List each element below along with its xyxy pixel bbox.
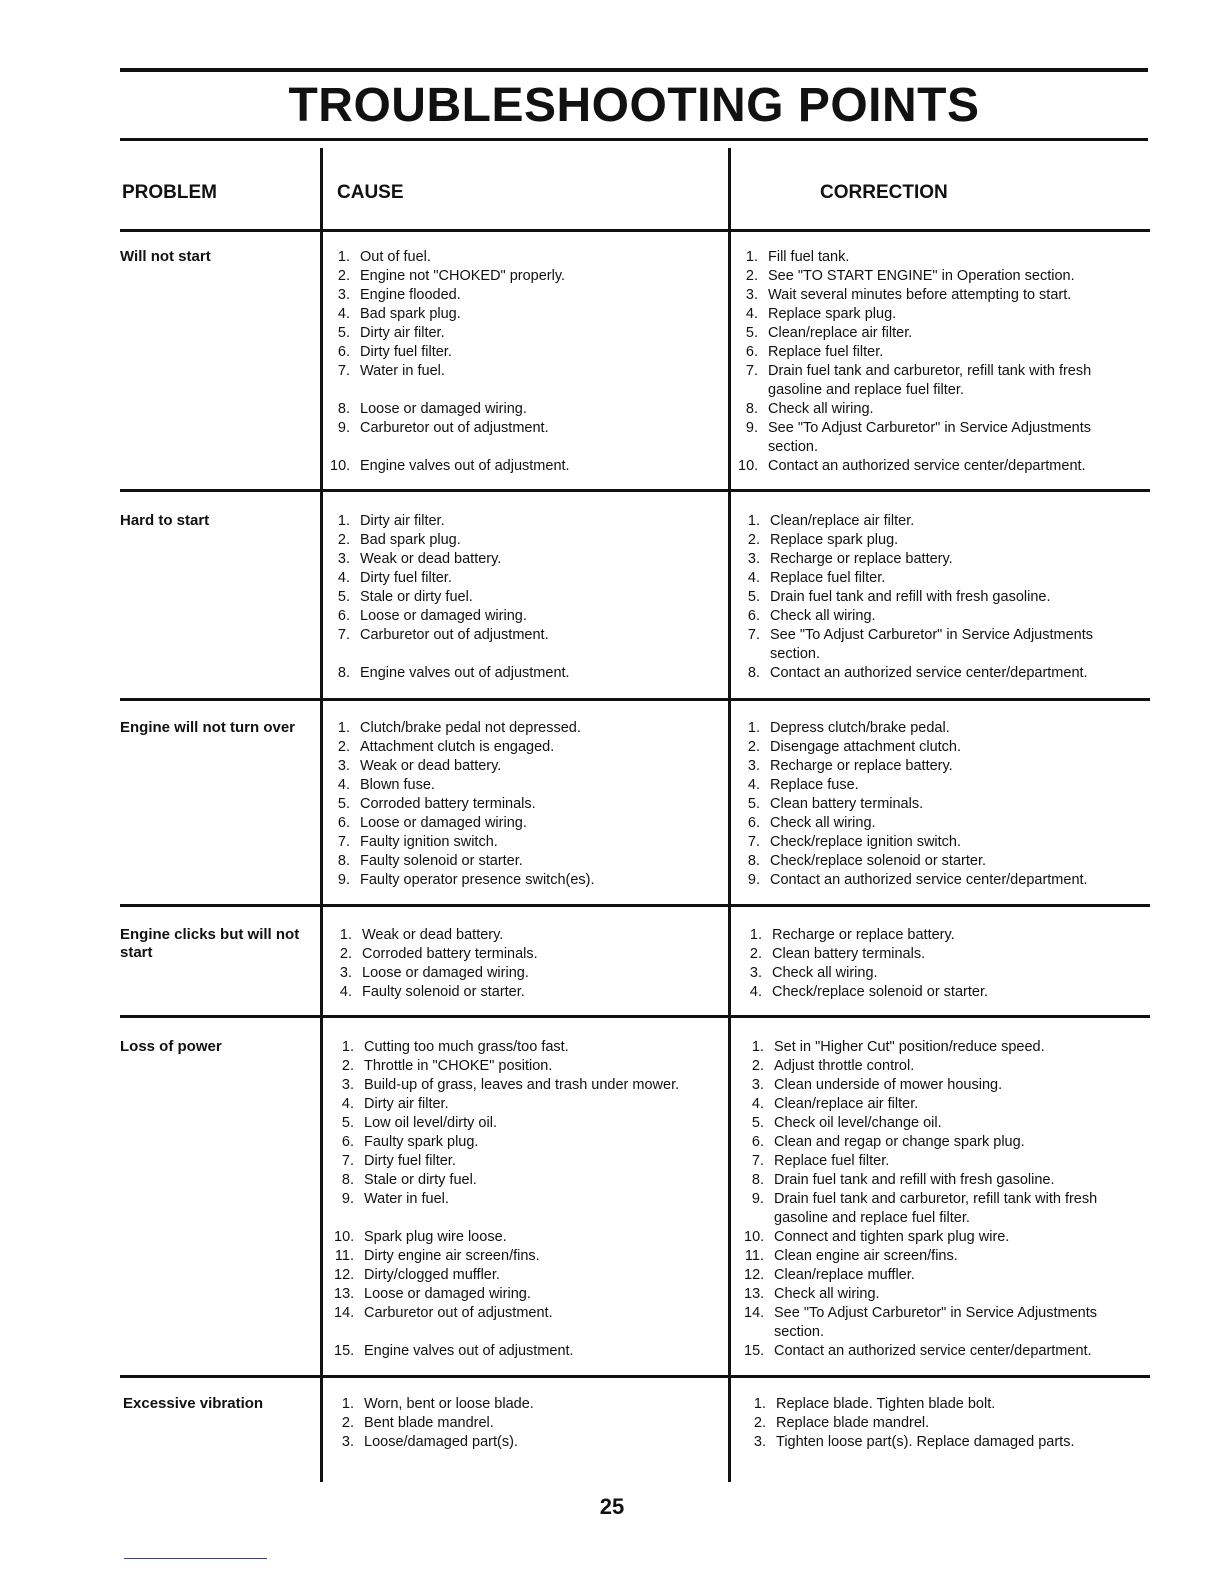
problem-label: Will not start — [120, 248, 211, 265]
column-header-problem: PROBLEM — [122, 182, 217, 203]
list-item: 7. Water in fuel. — [337, 363, 445, 379]
list-item: 7. Replace fuel filter. — [751, 1153, 890, 1169]
list-item: 4. Check/replace solenoid or starter. — [749, 984, 988, 1000]
list-item: 3. Check all wiring. — [749, 965, 878, 981]
problem-label: Hard to start — [120, 512, 210, 529]
list-item: 4. Clean/replace air filter. — [751, 1096, 919, 1112]
list-item: 6. Clean and regap or change spark plug. — [751, 1134, 1025, 1150]
list-item: 4. Blown fuse. — [337, 777, 435, 793]
list-item: 5. Dirty air filter. — [337, 325, 445, 341]
correction-list — [740, 719, 1088, 890]
list-item: 3. Loose or damaged wiring. — [339, 965, 529, 981]
list-item: 8. Loose or damaged wiring. — [337, 401, 527, 417]
column-divider-correction — [728, 148, 731, 1482]
list-item: 7. Carburetor out of adjustment. — [337, 627, 549, 643]
list-item: 3. Tighten loose part(s). Replace damaged parts. — [753, 1434, 1075, 1450]
list-item: 7. Faulty ignition switch. — [337, 834, 498, 850]
list-item: 6. Dirty fuel filter. — [337, 344, 452, 360]
list-item: 5. Stale or dirty fuel. — [337, 589, 473, 605]
section-separator — [120, 1375, 1150, 1378]
list-item: 8. Contact an authorized service center/department. — [747, 665, 1088, 681]
list-item: 2. See "TO START ENGINE" in Operation section. — [745, 268, 1075, 284]
list-item: 5. Drain fuel tank and refill with fresh gasoline. — [747, 589, 1051, 605]
list-item: 8. Engine valves out of adjustment. — [337, 665, 570, 681]
list-item: 2. Adjust throttle control. — [751, 1058, 915, 1074]
cause-list — [334, 1038, 679, 1361]
cause-list — [330, 512, 570, 683]
title-rule — [120, 138, 1148, 141]
list-item: 8. Stale or dirty fuel. — [341, 1172, 477, 1188]
list-item: 8. Check all wiring. — [745, 401, 874, 417]
list-item: 9. Contact an authorized service center/department. — [747, 872, 1088, 888]
list-item: 8. Check/replace solenoid or starter. — [747, 853, 986, 869]
list-item: 2. Replace blade mandrel. — [753, 1415, 930, 1431]
list-item: 2. Engine not "CHOKED" properly. — [337, 268, 566, 284]
list-item: 1. Fill fuel tank. — [745, 249, 850, 265]
section-separator — [120, 698, 1150, 701]
list-item: 5. Clean battery terminals. — [747, 796, 924, 812]
column-header-cause: CAUSE — [337, 182, 404, 203]
problem-label: Engine will not turn over — [120, 719, 296, 736]
problem-label: Loss of power — [120, 1038, 222, 1055]
list-item: 1. Clean/replace air filter. — [747, 513, 915, 529]
list-item: 12. Clean/replace muffler. — [744, 1267, 915, 1283]
list-item: 10. Engine valves out of adjustment. — [330, 458, 570, 474]
list-item: 10. Spark plug wire loose. — [334, 1229, 507, 1245]
list-item: 6. Loose or damaged wiring. — [337, 815, 527, 831]
list-item: 1. Depress clutch/brake pedal. — [747, 720, 950, 736]
page-number: 25 — [599, 1494, 625, 1519]
list-item: 1. Clutch/brake pedal not depressed. — [337, 720, 581, 736]
list-item: 4. Replace fuel filter. — [747, 570, 886, 586]
column-header-correction: CORRECTION — [820, 182, 948, 203]
list-item: 3. Recharge or replace battery. — [747, 758, 953, 774]
list-item: 2. Bad spark plug. — [337, 532, 461, 548]
list-item: 1. Out of fuel. — [337, 249, 431, 265]
list-item: 4. Bad spark plug. — [337, 306, 461, 322]
list-item: 2. Corroded battery terminals. — [339, 946, 538, 962]
list-item: 2. Bent blade mandrel. — [341, 1415, 494, 1431]
list-item: 2. Clean battery terminals. — [749, 946, 926, 962]
list-item: 9. Faulty operator presence switch(es). — [337, 872, 595, 888]
cause-list — [330, 248, 570, 476]
list-item: 9. See "To Adjust Carburetor" in Service Adjustments section. — [745, 420, 1092, 455]
list-item: 5. Low oil level/dirty oil. — [341, 1115, 497, 1131]
list-item: 7. Drain fuel tank and carburetor, refill tank with fresh gasoline and replace fuel filter. — [745, 363, 1092, 398]
correction-list — [742, 926, 988, 1002]
list-item: 6. Faulty spark plug. — [341, 1134, 479, 1150]
list-item: 3. Weak or dead battery. — [337, 551, 502, 567]
list-item: 11. Clean engine air screen/fins. — [744, 1248, 958, 1264]
list-item: 5. Check oil level/change oil. — [751, 1115, 942, 1131]
footer-line — [124, 1558, 267, 1559]
list-item: 3. Loose/damaged part(s). — [341, 1434, 518, 1450]
list-item: 5. Clean/replace air filter. — [745, 325, 913, 341]
top-rule — [120, 68, 1148, 72]
list-item: 4. Dirty fuel filter. — [337, 570, 452, 586]
list-item: 2. Disengage attachment clutch. — [747, 739, 962, 755]
problem-label: Excessive vibration — [123, 1395, 264, 1412]
list-item: 2. Replace spark plug. — [747, 532, 899, 548]
list-item: 3. Wait several minutes before attempting to start. — [745, 287, 1072, 303]
list-item: 2. Throttle in "CHOKE" position. — [341, 1058, 553, 1074]
list-item: 8. Faulty solenoid or starter. — [337, 853, 523, 869]
list-item: 5. Corroded battery terminals. — [337, 796, 536, 812]
list-item: 3. Clean underside of mower housing. — [751, 1077, 1003, 1093]
section-separator — [120, 904, 1150, 907]
cause-list — [332, 926, 538, 1002]
list-item: 14. See "To Adjust Carburetor" in Service Adjustments section. — [744, 1305, 1098, 1340]
page-title: TROUBLESHOOTING POINTS — [288, 79, 980, 132]
list-item: 9. Drain fuel tank and carburetor, refill tank with fresh gasoline and replace fuel filter. — [751, 1191, 1098, 1226]
list-item: 7. See "To Adjust Carburetor" in Service Adjustments section. — [747, 627, 1094, 662]
problem-label: Engine clicks but will not start — [120, 926, 300, 961]
correction-list — [738, 248, 1138, 476]
correction-list — [740, 512, 1140, 683]
list-item: 12. Dirty/clogged muffler. — [334, 1267, 500, 1283]
list-item: 1. Weak or dead battery. — [339, 927, 504, 943]
list-item: 11. Dirty engine air screen/fins. — [334, 1248, 540, 1264]
list-item: 7. Check/replace ignition switch. — [747, 834, 962, 850]
list-item: 7. Dirty fuel filter. — [341, 1153, 456, 1169]
list-item: 9. Carburetor out of adjustment. — [337, 420, 549, 436]
list-item: 10. Connect and tighten spark plug wire. — [744, 1229, 1010, 1245]
cause-list — [334, 1395, 534, 1452]
list-item: 1. Recharge or replace battery. — [749, 927, 955, 943]
section-separator — [120, 489, 1150, 492]
section-separator — [120, 229, 1150, 232]
column-divider-cause — [320, 148, 323, 1482]
list-item: 1. Replace blade. Tighten blade bolt. — [753, 1396, 996, 1412]
list-item: 3. Engine flooded. — [337, 287, 461, 303]
list-item: 4. Dirty air filter. — [341, 1096, 449, 1112]
list-item: 6. Check all wiring. — [747, 608, 876, 624]
list-item: 8. Drain fuel tank and refill with fresh gasoline. — [751, 1172, 1055, 1188]
list-item: 14. Carburetor out of adjustment. — [334, 1305, 553, 1321]
list-item: 9. Water in fuel. — [341, 1191, 449, 1207]
list-item: 13. Loose or damaged wiring. — [334, 1286, 531, 1302]
list-item: 15. Engine valves out of adjustment. — [334, 1343, 574, 1359]
section-separator — [120, 1015, 1150, 1018]
correction-list — [744, 1038, 1144, 1361]
list-item: 4. Replace fuse. — [747, 777, 859, 793]
list-item: 15. Contact an authorized service center/department. — [744, 1343, 1092, 1359]
list-item: 6. Replace fuel filter. — [745, 344, 884, 360]
list-item: 1. Dirty air filter. — [337, 513, 445, 529]
list-item: 6. Check all wiring. — [747, 815, 876, 831]
list-item: 4. Faulty solenoid or starter. — [339, 984, 525, 1000]
list-item: 6. Loose or damaged wiring. — [337, 608, 527, 624]
list-item: 2. Attachment clutch is engaged. — [337, 739, 555, 755]
list-item: 1. Cutting too much grass/too fast. — [341, 1039, 569, 1055]
list-item: 4. Replace spark plug. — [745, 306, 897, 322]
list-item: 1. Worn, bent or loose blade. — [341, 1396, 534, 1412]
list-item: 3. Build-up of grass, leaves and trash under mower. — [341, 1077, 680, 1093]
list-item: 1. Set in "Higher Cut" position/reduce speed. — [751, 1039, 1045, 1055]
list-item: 10. Contact an authorized service center/department. — [738, 458, 1086, 474]
list-item: 3. Weak or dead battery. — [337, 758, 502, 774]
cause-list — [330, 719, 595, 890]
list-item: 13. Check all wiring. — [744, 1286, 880, 1302]
correction-list — [746, 1395, 1074, 1452]
list-item: 3. Recharge or replace battery. — [747, 551, 953, 567]
